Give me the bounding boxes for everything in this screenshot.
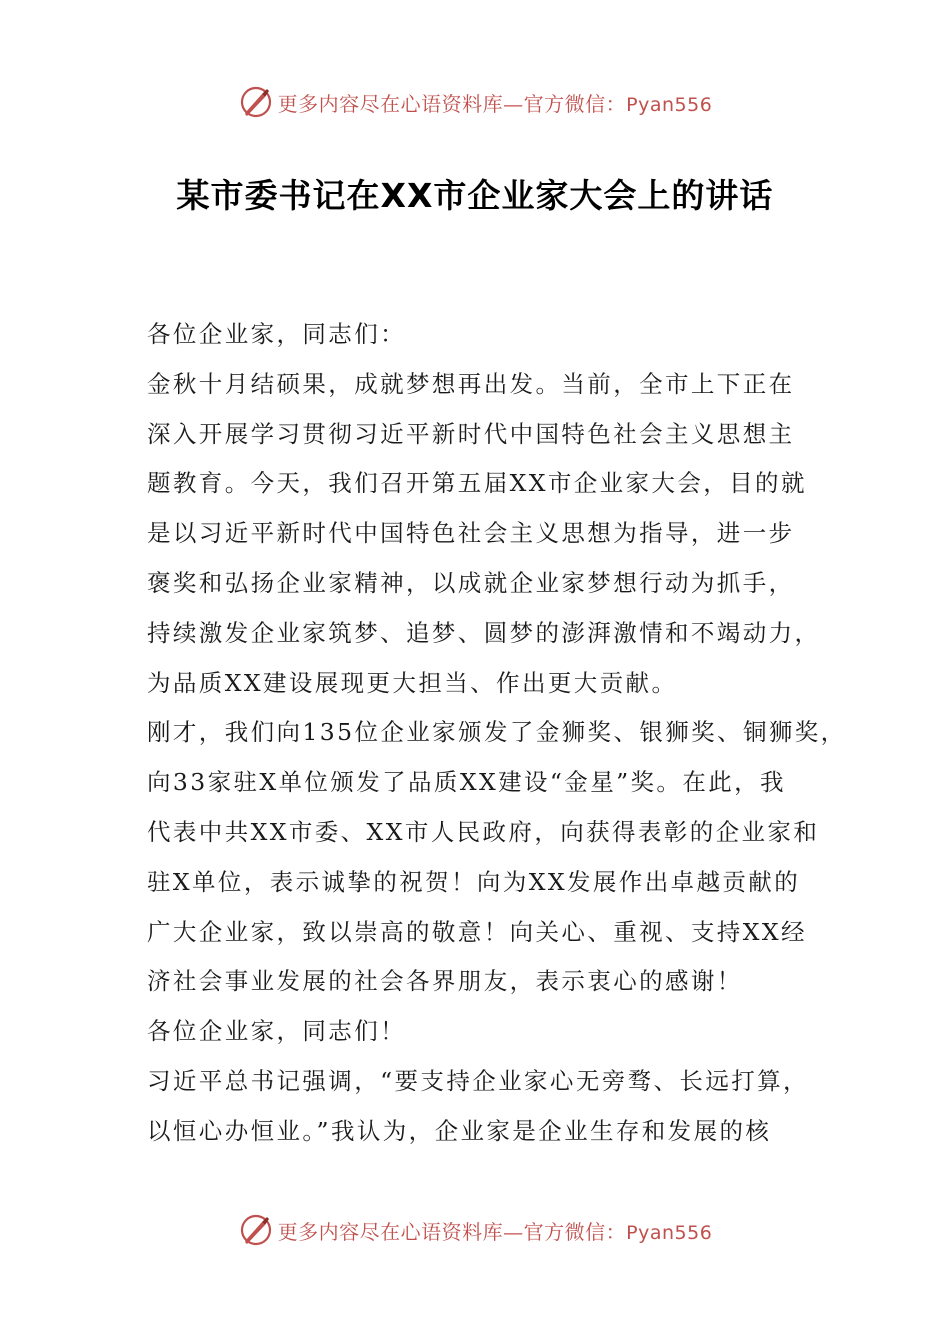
footer-banner xyxy=(0,1210,950,1250)
text-line: 以恒心办恒业。”我认为，企业家是企业生存和发展的核 xyxy=(147,1116,772,1145)
text-line: 是以习近平新时代中国特色社会主义思想为指导，进一步 xyxy=(147,519,795,548)
text-line: 广大企业家，致以崇高的敬意！向关心、重视、支持XX经 xyxy=(147,917,807,946)
text-line: 刚才，我们向135位企业家颁发了金狮奖、银狮奖、铜狮奖， xyxy=(147,718,847,747)
text-line: 向33家驻X单位颁发了品质XX建设“金星”奖。在此，我 xyxy=(147,768,786,797)
text-line: 习近平总书记强调，“要支持企业家心无旁骛、长远打算， xyxy=(147,1066,809,1095)
wechat-id: Pyan556 xyxy=(626,1221,713,1244)
text-line: 深入开展学习贯彻习近平新时代中国特色社会主义思想主 xyxy=(147,419,795,448)
pen-circle-logo-icon xyxy=(238,84,274,120)
text-line: 各位企业家，同志们： xyxy=(147,320,406,348)
text-line: 为品质XX建设展现更大担当、作出更大贡献。 xyxy=(147,668,678,697)
header-banner xyxy=(0,82,950,122)
pen-circle-logo-icon xyxy=(238,1212,274,1248)
text-line: 金秋十月结硕果，成就梦想再出发。当前，全市上下正在 xyxy=(147,369,795,398)
banner-label: 更多内容尽在心语资料库—官方微信： xyxy=(277,91,627,116)
text-line: 题教育。今天，我们召开第五届XX市企业家大会，目的就 xyxy=(147,469,807,498)
banner-text xyxy=(278,1216,713,1245)
document-body xyxy=(147,310,847,1157)
banner-label: 更多内容尽在心语资料库—官方微信： xyxy=(277,1219,627,1244)
document-title: 某市委书记在XX市企业家大会上的讲话 xyxy=(176,176,774,215)
wechat-id: Pyan556 xyxy=(626,93,713,116)
text-line: 褒奖和弘扬企业家精神，以成就企业家梦想行动为抓手， xyxy=(147,568,795,597)
text-line: 各位企业家，同志们！ xyxy=(147,1017,406,1046)
text-line: 持续激发企业家筑梦、追梦、圆梦的澎湃激情和不竭动力， xyxy=(147,618,821,647)
text-line: 驻X单位，表示诚挚的祝贺！向为XX发展作出卓越贡献的 xyxy=(147,867,801,896)
text-line: 济社会事业发展的社会各界朋友，表示衷心的感谢！ xyxy=(147,967,743,996)
banner-text xyxy=(278,88,713,117)
text-line: 代表中共XX市委、XX市人民政府，向获得表彰的企业家和 xyxy=(147,817,820,846)
